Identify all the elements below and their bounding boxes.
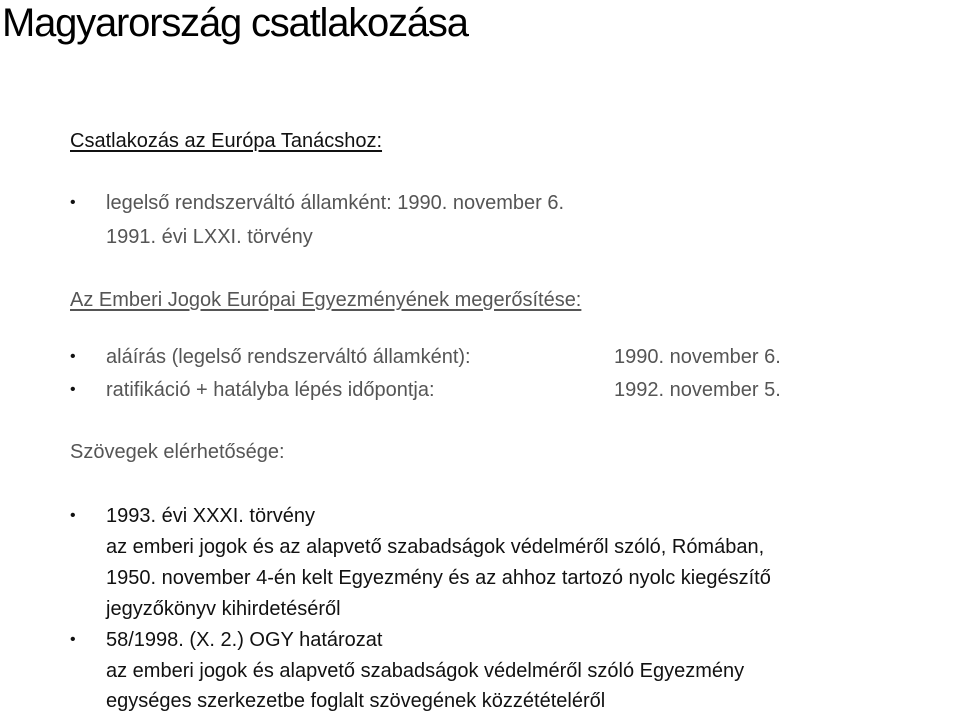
ratification-label: ratifikáció + hatályba lépés időpontja: bbox=[106, 379, 435, 401]
list-item-line: 58/1998. (X. 2.) OGY határozat bbox=[106, 629, 383, 651]
bullet-icon: • bbox=[70, 507, 76, 524]
list-item-line: az emberi jogok és az alapvető szabadságok védelméről szóló, Rómában, bbox=[106, 536, 765, 558]
section-heading-texts: Szövegek elérhetősége: bbox=[70, 441, 285, 463]
list-item-line: legelső rendszerváltó államként: 1990. november 6. bbox=[106, 192, 565, 214]
bullet-icon: • bbox=[70, 381, 76, 398]
bullet-icon: • bbox=[70, 194, 76, 211]
list-item-line: az emberi jogok és alapvető szabadságok védelméről szóló Egyezmény bbox=[106, 660, 745, 682]
section-heading-echr-ratification: Az Emberi Jogok Európai Egyezményének megerősítése: bbox=[70, 289, 582, 311]
list-item-line: jegyzőkönyv kihirdetéséről bbox=[106, 598, 341, 620]
bullet-icon: • bbox=[70, 348, 76, 365]
list-item-line: 1993. évi XXXI. törvény bbox=[106, 505, 316, 527]
list-item-line: egységes szerkezetbe foglalt szövegének közzétételéről bbox=[106, 690, 606, 712]
list-item-line: 1991. évi LXXI. törvény bbox=[106, 226, 313, 248]
bullet-icon: • bbox=[70, 631, 76, 648]
signature-date: 1990. november 6. bbox=[614, 346, 781, 368]
list-item-line: 1950. november 4-én kelt Egyezmény és az ahhoz tartozó nyolc kiegészítő bbox=[106, 567, 771, 589]
section-heading-council-of-europe: Csatlakozás az Európa Tanácshoz: bbox=[70, 130, 383, 152]
ratification-date: 1992. november 5. bbox=[614, 379, 781, 401]
signature-label: aláírás (legelső rendszerváltó államként): bbox=[106, 346, 471, 368]
page-title: Magyarország csatlakozása bbox=[2, 1, 468, 45]
